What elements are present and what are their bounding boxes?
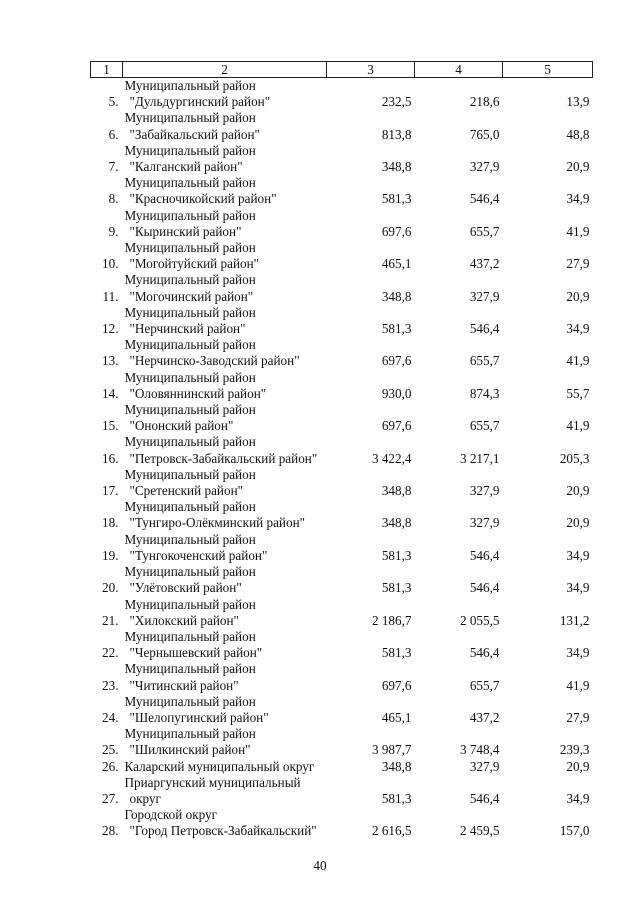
value-col-4: 327,9: [469, 483, 500, 499]
row-number: 13.: [102, 353, 119, 369]
value-col-3: 2 616,5: [371, 823, 412, 839]
value-col-3: 581,3: [381, 547, 412, 563]
municipality-name: [123, 661, 327, 693]
municipality-name: [123, 467, 327, 499]
table-row: [91, 337, 593, 369]
municipality-name: [123, 240, 327, 272]
column-header-1: 1: [91, 62, 123, 78]
value-col-4: 3 748,4: [459, 742, 500, 758]
municipality-name: [123, 208, 327, 240]
value-col-4: 437,2: [469, 256, 500, 272]
municipality-name-line: "Нерчинский район": [129, 321, 246, 337]
value-col-5: 27,9: [566, 256, 590, 272]
value-col-3: 581,3: [381, 580, 412, 596]
municipality-name: [123, 532, 327, 564]
row-number: 18.: [102, 515, 119, 531]
value-col-4: 655,7: [469, 353, 500, 369]
table-body: [91, 78, 593, 840]
table-row: [91, 208, 593, 240]
value-col-3: 3 987,7: [371, 742, 412, 758]
value-col-5: 34,9: [566, 645, 590, 661]
value-col-5: 20,9: [566, 159, 590, 175]
municipality-name-line: "Тунгиро-Олёкминский район": [129, 515, 306, 531]
value-col-3: 697,6: [381, 223, 412, 239]
row-number: 24.: [102, 709, 119, 725]
value-col-5: 34,9: [566, 321, 590, 337]
row-number: 22.: [102, 645, 119, 661]
value-col-3: 581,3: [381, 645, 412, 661]
municipality-name-line: округ: [129, 790, 161, 806]
column-header-5: 5: [503, 62, 593, 78]
municipality-name-line: Каларский муниципальный округ: [124, 758, 315, 774]
municipality-name: [123, 775, 327, 807]
value-col-3: 465,1: [381, 256, 412, 272]
value-col-5: 13,9: [566, 94, 590, 110]
municipality-name-line: "Калганский район": [129, 159, 243, 175]
row-number: 6.: [108, 126, 119, 142]
municipality-name-line: Муниципальный район: [124, 628, 256, 644]
value-col-5: 20,9: [566, 288, 590, 304]
column-header-2: 2: [123, 62, 327, 78]
municipality-name-line: Муниципальный район: [124, 402, 256, 418]
row-number: 19.: [102, 547, 119, 563]
municipality-name: [123, 564, 327, 596]
municipality-name-line: Муниципальный район: [124, 337, 256, 353]
value-col-3: 581,3: [381, 191, 412, 207]
value-col-5: 34,9: [566, 580, 590, 596]
value-col-4: 437,2: [469, 709, 500, 725]
table-row: [91, 78, 593, 111]
value-col-5: 48,8: [566, 126, 590, 142]
municipality-name: [123, 337, 327, 369]
municipality-name-line: Муниципальный район: [124, 596, 256, 612]
value-col-5: 157,0: [559, 823, 590, 839]
table-header-row: [91, 62, 593, 78]
municipality-name-line: "Шелопугинский район": [129, 709, 269, 725]
municipality-name: [123, 143, 327, 175]
row-number: 5.: [108, 94, 119, 110]
table-row: [91, 726, 593, 758]
value-col-5: 131,2: [559, 612, 590, 628]
municipality-name-line: Муниципальный район: [124, 207, 256, 223]
value-col-5: 41,9: [566, 677, 590, 693]
table-row: [91, 759, 593, 775]
municipality-name-line: "Кыринский район": [129, 223, 242, 239]
value-col-5: 41,9: [566, 418, 590, 434]
value-col-3: 581,3: [381, 790, 412, 806]
table-row: [91, 370, 593, 402]
municipality-name-line: Муниципальный район: [124, 726, 256, 742]
table-row: [91, 434, 593, 466]
municipality-name-line: Муниципальный район: [124, 531, 256, 547]
municipality-name-line: "Могойтуйский район": [129, 256, 260, 272]
row-number: 16.: [102, 450, 119, 466]
value-col-3: 465,1: [381, 709, 412, 725]
row-number: 25.: [102, 742, 119, 758]
value-col-5: 41,9: [566, 223, 590, 239]
municipality-name-line: Муниципальный район: [124, 564, 256, 580]
municipality-name: [123, 807, 327, 839]
table-row: [91, 402, 593, 434]
municipality-name-line: Муниципальный район: [124, 78, 256, 93]
municipality-name: [123, 759, 327, 775]
value-col-3: 3 422,4: [371, 450, 412, 466]
value-col-3: 581,3: [381, 321, 412, 337]
table-row: [91, 532, 593, 564]
value-col-4: 2 055,5: [459, 612, 500, 628]
row-number: 14.: [102, 385, 119, 401]
value-col-4: 546,4: [469, 321, 500, 337]
table-row: [91, 564, 593, 596]
table-row: [91, 240, 593, 272]
value-col-4: 546,4: [469, 645, 500, 661]
table-row: [91, 629, 593, 661]
value-col-5: 20,9: [566, 515, 590, 531]
municipality-name-line: "Сретенский район": [129, 483, 244, 499]
value-col-5: 27,9: [566, 709, 590, 725]
municipality-name: [123, 629, 327, 661]
municipality-name: [123, 726, 327, 758]
municipality-name: [123, 175, 327, 207]
municipality-name-line: Муниципальный район: [124, 466, 256, 482]
municipality-name-line: "Нерчинско-Заводский район": [129, 353, 300, 369]
row-number: 7.: [108, 159, 119, 175]
municipality-name-line: "Шилкинский район": [129, 742, 251, 758]
municipality-name: [123, 305, 327, 337]
value-col-4: 546,4: [469, 580, 500, 596]
value-col-4: 546,4: [469, 191, 500, 207]
value-col-3: 2 186,7: [371, 612, 412, 628]
row-number: 27.: [102, 790, 119, 806]
municipality-name-line: "Хилокский район": [129, 612, 239, 628]
value-col-4: 327,9: [469, 758, 500, 774]
municipality-name: [123, 110, 327, 142]
municipality-name-line: Муниципальный район: [124, 499, 256, 515]
municipality-name-line: Муниципальный район: [124, 693, 256, 709]
municipality-name-line: Муниципальный район: [124, 175, 256, 191]
row-number: 23.: [102, 677, 119, 693]
table-row: [91, 499, 593, 531]
allocation-table: [90, 61, 593, 840]
municipality-name-line: Муниципальный район: [124, 240, 256, 256]
value-col-5: 239,3: [559, 742, 590, 758]
value-col-5: 55,7: [566, 385, 590, 401]
municipality-name: [123, 597, 327, 629]
municipality-name-line: "Дульдургинский район": [129, 94, 271, 110]
municipality-name-line: "Могочинский район": [129, 288, 254, 304]
municipality-name-line: Муниципальный район: [124, 272, 256, 288]
value-col-5: 205,3: [559, 450, 590, 466]
row-number: 17.: [102, 483, 119, 499]
municipality-name: [123, 499, 327, 531]
table-row: [91, 775, 593, 807]
value-col-3: 348,8: [381, 483, 412, 499]
municipality-name-line: "Красночикойский район": [129, 191, 277, 207]
municipality-name-line: "Тунгокоченский район": [129, 547, 268, 563]
column-header-4: 4: [415, 62, 503, 78]
row-number: 26.: [102, 758, 119, 774]
row-number: 20.: [102, 580, 119, 596]
municipality-name-line: "Чернышевский район": [129, 645, 263, 661]
municipality-name-line: "Ононский район": [129, 418, 234, 434]
column-header-3: 3: [327, 62, 415, 78]
value-col-5: 20,9: [566, 483, 590, 499]
value-col-3: 697,6: [381, 353, 412, 369]
value-col-5: 41,9: [566, 353, 590, 369]
value-col-3: 697,6: [381, 418, 412, 434]
row-number: 9.: [108, 223, 119, 239]
municipality-name-line: Муниципальный район: [124, 110, 256, 126]
table-row: [91, 175, 593, 207]
municipality-name: [123, 402, 327, 434]
municipality-name: [123, 370, 327, 402]
value-col-4: 765,0: [469, 126, 500, 142]
municipality-name: [123, 78, 327, 111]
municipality-name-line: "Город Петровск-Забайкальский": [129, 823, 317, 839]
value-col-4: 218,6: [469, 94, 500, 110]
value-col-3: 813,8: [381, 126, 412, 142]
table-row: [91, 661, 593, 693]
value-col-5: 20,9: [566, 758, 590, 774]
value-col-4: 327,9: [469, 515, 500, 531]
value-col-4: 2 459,5: [459, 823, 500, 839]
municipality-name-line: Приаргунский муниципальный: [124, 774, 301, 790]
value-col-3: 930,0: [381, 385, 412, 401]
row-number: 15.: [102, 418, 119, 434]
municipality-name-line: Муниципальный район: [124, 369, 256, 385]
municipality-name-line: "Петровск-Забайкальский район": [129, 450, 318, 466]
value-col-3: 348,8: [381, 515, 412, 531]
value-col-4: 655,7: [469, 223, 500, 239]
value-col-5: 34,9: [566, 547, 590, 563]
value-col-5: 34,9: [566, 191, 590, 207]
municipality-name: [123, 694, 327, 726]
municipality-name-line: "Улётовский район": [129, 580, 242, 596]
municipality-name-line: Муниципальный район: [124, 661, 256, 677]
municipality-name-line: "Читинский район": [129, 677, 239, 693]
table-row: [91, 110, 593, 142]
municipality-name-line: "Оловяннинский район": [129, 385, 267, 401]
table-row: [91, 272, 593, 304]
municipality-name-line: Муниципальный район: [124, 142, 256, 158]
value-col-4: 3 217,1: [459, 450, 500, 466]
municipality-name: [123, 272, 327, 304]
value-col-3: 232,5: [381, 94, 412, 110]
value-col-5: 34,9: [566, 790, 590, 806]
row-number: 11.: [102, 288, 119, 304]
value-col-4: 546,4: [469, 790, 500, 806]
row-number: 28.: [102, 823, 119, 839]
municipality-name-line: "Забайкальский район": [129, 126, 260, 142]
page-number: 40: [313, 858, 327, 873]
value-col-3: 348,8: [381, 758, 412, 774]
value-col-4: 327,9: [469, 159, 500, 175]
row-number: 21.: [102, 612, 119, 628]
municipality-name: [123, 434, 327, 466]
value-col-4: 655,7: [469, 677, 500, 693]
value-col-4: 327,9: [469, 288, 500, 304]
table-row: [91, 305, 593, 337]
table-row: [91, 143, 593, 175]
table-row: [91, 467, 593, 499]
municipality-name-line: Муниципальный район: [124, 304, 256, 320]
row-number: 10.: [102, 256, 119, 272]
value-col-3: 348,8: [381, 159, 412, 175]
table-row: [91, 694, 593, 726]
value-col-4: 874,3: [469, 385, 500, 401]
row-number: 8.: [108, 191, 119, 207]
value-col-3: 348,8: [381, 288, 412, 304]
value-col-4: 655,7: [469, 418, 500, 434]
table-row: [91, 597, 593, 629]
table-row: [91, 807, 593, 839]
value-col-3: 697,6: [381, 677, 412, 693]
row-number: 12.: [102, 321, 119, 337]
municipality-name-line: Городской округ: [124, 807, 218, 823]
value-col-4: 546,4: [469, 547, 500, 563]
municipality-name-line: Муниципальный район: [124, 434, 256, 450]
